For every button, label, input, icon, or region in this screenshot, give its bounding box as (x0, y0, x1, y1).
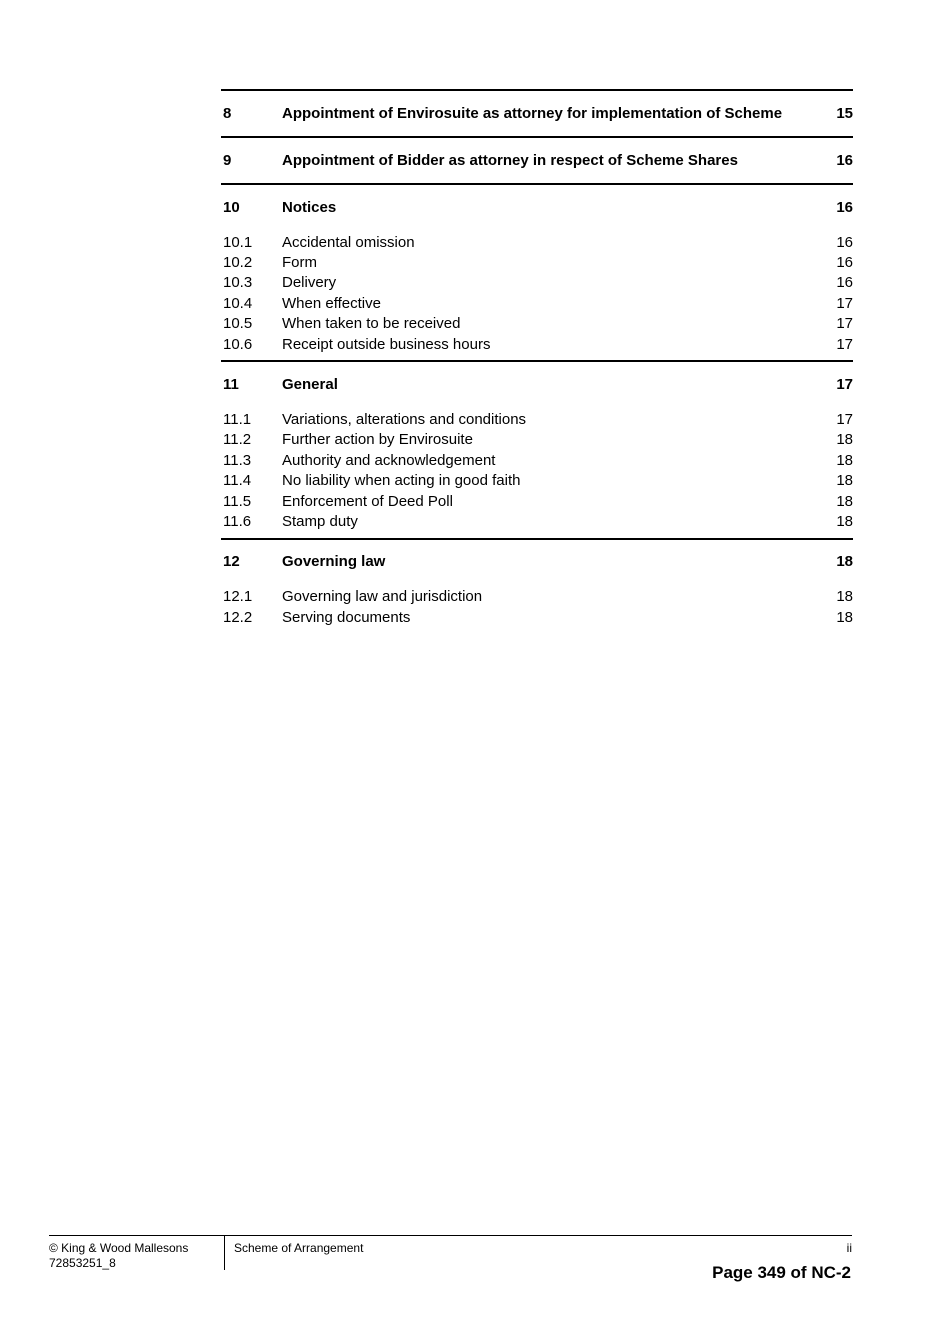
toc-subsection-list (221, 584, 853, 634)
toc-section-heading (221, 185, 853, 229)
toc-subsection-title: Serving documents (282, 608, 411, 626)
toc-subsection-number: 11.5 (223, 492, 252, 510)
toc-section-page: 17 (836, 375, 853, 393)
toc-section (221, 89, 853, 136)
toc-subsection-page: 18 (836, 588, 853, 606)
toc-subsection-page: 17 (836, 411, 853, 429)
toc-section-heading (221, 540, 853, 584)
toc-section-heading (221, 362, 853, 406)
toc-subsection-title: No liability when acting in good faith (282, 472, 521, 490)
toc-subsection-page: 17 (836, 315, 853, 333)
toc-subsection (221, 471, 853, 491)
toc-subsection-page: 18 (836, 431, 853, 449)
footer-doc-title: Scheme of Arrangement (234, 1241, 364, 1255)
toc-section-heading (221, 138, 853, 183)
toc-section-number: 9 (223, 152, 232, 169)
toc-subsection-number: 12.1 (223, 588, 253, 606)
footer-page-roman: ii (846, 1241, 852, 1255)
toc-subsection-page: 18 (836, 451, 853, 469)
toc-section (221, 183, 853, 360)
toc-section-title: Notices (282, 198, 337, 216)
toc-subsection-number: 11.6 (223, 512, 252, 530)
toc-subsection-page: 16 (836, 274, 853, 292)
toc-subsection-page: 18 (836, 608, 853, 626)
toc-section-page: 16 (836, 152, 853, 169)
toc-subsection (221, 511, 853, 531)
toc-subsection (221, 409, 853, 429)
toc-subsection-title: Accidental omission (282, 233, 415, 251)
toc-subsection-number: 10.1 (223, 233, 253, 251)
toc-subsection-title: Further action by Envirosuite (282, 431, 473, 449)
toc-subsection-number: 11.1 (223, 411, 252, 429)
toc-section-page: 15 (836, 105, 853, 122)
toc-section-title: General (282, 375, 338, 393)
toc-subsection (221, 491, 853, 511)
toc-subsection-page: 17 (836, 335, 853, 353)
toc-subsection-number: 10.2 (223, 254, 253, 272)
toc-subsection-title: Form (282, 254, 317, 272)
toc-subsection-page: 18 (836, 512, 853, 530)
toc-section (221, 538, 853, 634)
toc-section-page: 16 (836, 198, 853, 216)
toc-subsection-title: When taken to be received (282, 315, 461, 333)
toc-subsection-page: 18 (836, 492, 853, 510)
footer-rule (49, 1235, 852, 1236)
toc-subsection-list (221, 406, 853, 537)
toc-subsection (221, 430, 853, 450)
toc-subsection (221, 334, 853, 354)
table-of-contents (221, 89, 853, 633)
toc-section-title: Appointment of Bidder as attorney in respect of Scheme Shares (282, 152, 738, 169)
toc-subsection-title: Enforcement of Deed Poll (282, 492, 453, 510)
toc-subsection-number: 11.3 (223, 451, 252, 469)
toc-subsection-page: 16 (836, 254, 853, 272)
toc-section (221, 136, 853, 183)
page-stamp: Page 349 of NC-2 (712, 1263, 851, 1282)
toc-subsection-title: Receipt outside business hours (282, 335, 491, 353)
toc-section (221, 360, 853, 537)
toc-subsection-title: When effective (282, 294, 381, 312)
toc-section-number: 10 (223, 198, 240, 216)
toc-subsection-number: 11.4 (223, 472, 252, 490)
toc-section-number: 11 (223, 375, 239, 393)
toc-section-title: Appointment of Envirosuite as attorney for implementation of Scheme (282, 105, 783, 122)
toc-section-number: 12 (223, 553, 240, 571)
toc-subsection-title: Governing law and jurisdiction (282, 588, 483, 606)
toc-subsection (221, 273, 853, 293)
toc-subsection-title: Stamp duty (282, 512, 358, 530)
toc-subsection-page: 16 (836, 233, 853, 251)
toc-subsection-list (221, 229, 853, 360)
toc-subsection-page: 17 (836, 294, 853, 312)
toc-section-title: Governing law (282, 553, 386, 571)
toc-subsection (221, 607, 853, 627)
toc-subsection-number: 10.6 (223, 335, 253, 353)
toc-subsection-title: Variations, alterations and conditions (282, 411, 527, 429)
toc-subsection (221, 293, 853, 313)
toc-subsection-title: Authority and acknowledgement (282, 451, 496, 469)
toc-subsection-number: 12.2 (223, 608, 253, 626)
footer-left (49, 1241, 188, 1271)
toc-subsection (221, 232, 853, 252)
toc-subsection-page: 18 (836, 472, 853, 490)
toc-subsection (221, 450, 853, 470)
toc-section-page: 18 (836, 553, 853, 571)
toc-subsection-title: Delivery (282, 274, 337, 292)
toc-section-number: 8 (223, 105, 232, 122)
toc-subsection-number: 11.2 (223, 431, 252, 449)
footer-divider (224, 1236, 225, 1270)
toc-subsection-number: 10.3 (223, 274, 253, 292)
toc-subsection-number: 10.5 (223, 315, 253, 333)
toc-subsection-number: 10.4 (223, 294, 253, 312)
toc-section-heading (221, 91, 853, 136)
toc-subsection (221, 252, 853, 272)
footer-doc-number: 72853251_8 (49, 1256, 116, 1270)
toc-subsection (221, 314, 853, 334)
toc-subsection (221, 587, 853, 607)
footer-copyright: © King & Wood Mallesons (49, 1241, 189, 1255)
